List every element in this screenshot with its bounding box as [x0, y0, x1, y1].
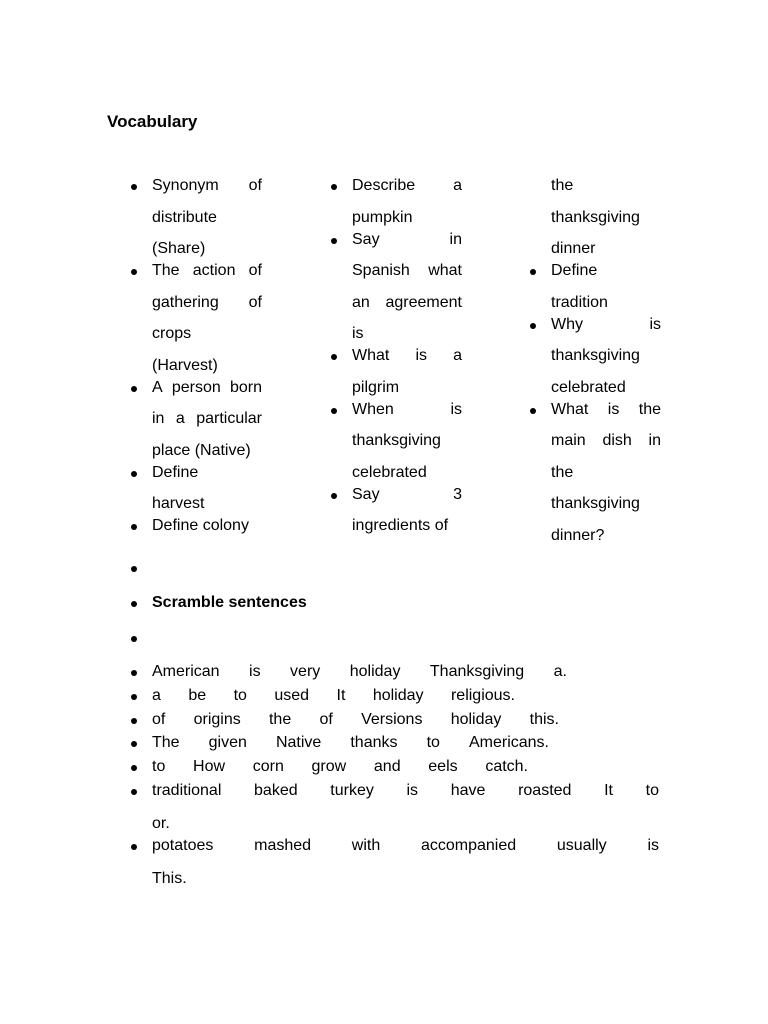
sentence-word: a — [152, 687, 161, 704]
sentence-word: baked — [254, 782, 298, 799]
vocab-item-line: tradition — [551, 293, 608, 311]
bullet-icon — [331, 238, 337, 244]
sentence-word: be — [188, 687, 207, 704]
vocab-item-word: a — [175, 410, 185, 427]
vocab-item-line: Define — [551, 262, 598, 279]
sentence-word: this. — [529, 711, 559, 728]
vocab-item-word: The — [152, 262, 180, 279]
vocab-item-word: born — [229, 378, 262, 396]
vocab-item-line: the — [551, 463, 574, 481]
sentence-word: a. — [553, 663, 567, 680]
vocab-item-word: 3 — [453, 485, 462, 503]
sentence-word: catch. — [485, 758, 528, 775]
vocab-item-line: place (Native) — [152, 441, 251, 459]
vocab-item-line: pilgrim — [352, 378, 400, 396]
sentence-word: grow — [311, 758, 347, 775]
bullet-icon — [131, 269, 137, 275]
vocab-item-word: the — [638, 400, 661, 418]
sentence-word: Native — [275, 734, 322, 751]
sentence-word: Thanksgiving — [429, 663, 525, 680]
sentence-word: How — [193, 758, 226, 775]
sentence-word: holiday — [450, 711, 502, 728]
sentence-word: accompanied — [420, 837, 517, 854]
vocab-item-line: celebrated — [352, 463, 427, 481]
bullet-icon — [331, 184, 337, 190]
vocab-item-word: Say — [352, 230, 380, 248]
vocab-item-line: pumpkin — [352, 208, 413, 226]
sentence-word: is — [647, 837, 659, 854]
bullet-icon — [331, 408, 337, 414]
bullet-icon — [131, 601, 137, 607]
sentence-word: holiday — [372, 687, 424, 704]
bullet-icon — [530, 269, 536, 275]
bullet-icon — [131, 184, 137, 190]
sentence-word: and — [373, 758, 401, 775]
section-heading: Scramble sentences — [152, 594, 307, 611]
vocab-item-word: Synonym — [152, 177, 219, 194]
vocab-item-word: of — [248, 262, 262, 279]
sentence-word: roasted — [518, 782, 572, 799]
vocab-continued-line: the — [551, 177, 574, 194]
vocab-item-word: agreement — [385, 293, 462, 311]
bullet-icon — [131, 718, 137, 724]
vocab-item-word: what — [428, 262, 462, 279]
sentence-word: It — [604, 782, 613, 799]
vocab-continued-line: thanksgiving — [551, 208, 640, 226]
bullet-icon — [131, 741, 137, 747]
page-title: Vocabulary — [107, 112, 198, 131]
vocab-item-word: of — [248, 293, 262, 311]
vocab-item-word: a — [453, 347, 462, 364]
sentence-word: given — [208, 734, 247, 751]
sentence-line: or. — [152, 815, 170, 832]
bullet-icon — [131, 670, 137, 676]
vocab-item-word: Say — [352, 485, 380, 503]
sentence-word: used — [274, 687, 310, 704]
sentence-word: potatoes — [152, 837, 214, 854]
vocab-item-word: dish — [602, 432, 632, 449]
sentence-word: to — [645, 782, 659, 799]
vocab-item-line: Define colony — [152, 517, 249, 534]
vocab-item-word: Why — [551, 315, 583, 333]
vocab-item-word: A — [152, 378, 163, 396]
vocab-item-word: an — [352, 293, 370, 311]
vocab-item-word: main — [551, 432, 586, 449]
vocab-item-word: When — [352, 400, 394, 418]
vocab-item-line: (Harvest) — [152, 356, 218, 374]
sentence-word: is — [249, 663, 261, 680]
sentence-word: The — [152, 734, 180, 751]
vocab-item-line: ingredients of — [352, 517, 449, 534]
bullet-icon — [131, 386, 137, 392]
sentence-word: Americans. — [468, 734, 549, 751]
vocab-item-line: (Share) — [152, 240, 206, 257]
sentence-word: It — [336, 687, 346, 704]
vocab-item-word: What — [352, 347, 390, 364]
sentence-word: religious. — [450, 687, 515, 704]
vocab-item-word: action — [192, 262, 236, 279]
sentence-word: the — [268, 711, 292, 728]
sentence-word: turkey — [330, 782, 374, 799]
vocab-item-line: crops — [152, 325, 192, 342]
sentence-word: very — [290, 663, 321, 680]
vocab-item-word: is — [450, 400, 462, 418]
vocab-item-line: dinner? — [551, 526, 605, 544]
vocab-item-line: distribute — [152, 208, 217, 226]
bullet-icon — [331, 493, 337, 499]
sentence-word: traditional — [152, 782, 222, 799]
sentence-word: to — [233, 687, 247, 704]
bullet-icon — [131, 765, 137, 771]
sentence-word: of — [152, 711, 166, 728]
sentence-word: corn — [252, 758, 284, 775]
vocab-item-line: Define — [152, 463, 199, 481]
bullet-icon — [131, 636, 137, 642]
vocab-item-line: thanksgiving — [551, 495, 640, 512]
sentence-word: eels — [428, 758, 458, 775]
vocab-item-word: in — [648, 432, 661, 449]
vocab-item-line: is — [352, 325, 364, 342]
vocab-item-word: Describe — [352, 177, 416, 194]
sentence-word: to — [152, 758, 166, 775]
sentence-word: is — [406, 782, 419, 799]
sentence-word: thanks — [350, 734, 398, 751]
sentence-word: American — [152, 663, 220, 680]
bullet-icon — [131, 694, 137, 700]
bullet-icon — [131, 789, 137, 795]
vocab-item-line: harvest — [152, 495, 205, 512]
vocab-item-word: Spanish — [352, 262, 410, 279]
vocab-continued-line: dinner — [551, 240, 596, 257]
sentence-line: This. — [152, 870, 187, 887]
vocab-item-word: gathering — [152, 293, 219, 311]
sentence-word: origins — [193, 711, 241, 728]
sentence-word: of — [319, 711, 333, 728]
vocab-item-word: is — [649, 315, 661, 333]
vocab-item-word: in — [152, 410, 165, 427]
bullet-icon — [131, 471, 137, 477]
vocab-item-word: is — [415, 347, 427, 364]
sentence-word: with — [351, 837, 381, 854]
sentence-word: have — [450, 782, 486, 799]
vocab-item-word: What — [551, 400, 589, 418]
vocab-item-word: in — [449, 230, 462, 248]
bullet-icon — [530, 323, 536, 329]
vocab-item-line: celebrated — [551, 378, 626, 396]
bullet-icon — [131, 844, 137, 850]
vocab-item-word: particular — [196, 410, 262, 427]
vocab-item-word: a — [453, 177, 462, 194]
sentence-word: usually — [556, 837, 607, 854]
vocab-item-word: is — [607, 400, 620, 418]
sentence-word: Versions — [361, 711, 423, 728]
bullet-icon — [331, 354, 337, 360]
vocab-item-word: person — [171, 378, 221, 396]
vocab-item-line: thanksgiving — [551, 347, 640, 364]
bullet-icon — [131, 566, 137, 572]
vocab-item-line: thanksgiving — [352, 432, 441, 449]
sentence-word: holiday — [349, 663, 401, 680]
sentence-word: to — [426, 734, 440, 751]
bullet-icon — [530, 408, 536, 414]
sentence-word: mashed — [254, 837, 312, 854]
bullet-icon — [131, 524, 137, 530]
vocab-item-word: of — [248, 177, 262, 194]
